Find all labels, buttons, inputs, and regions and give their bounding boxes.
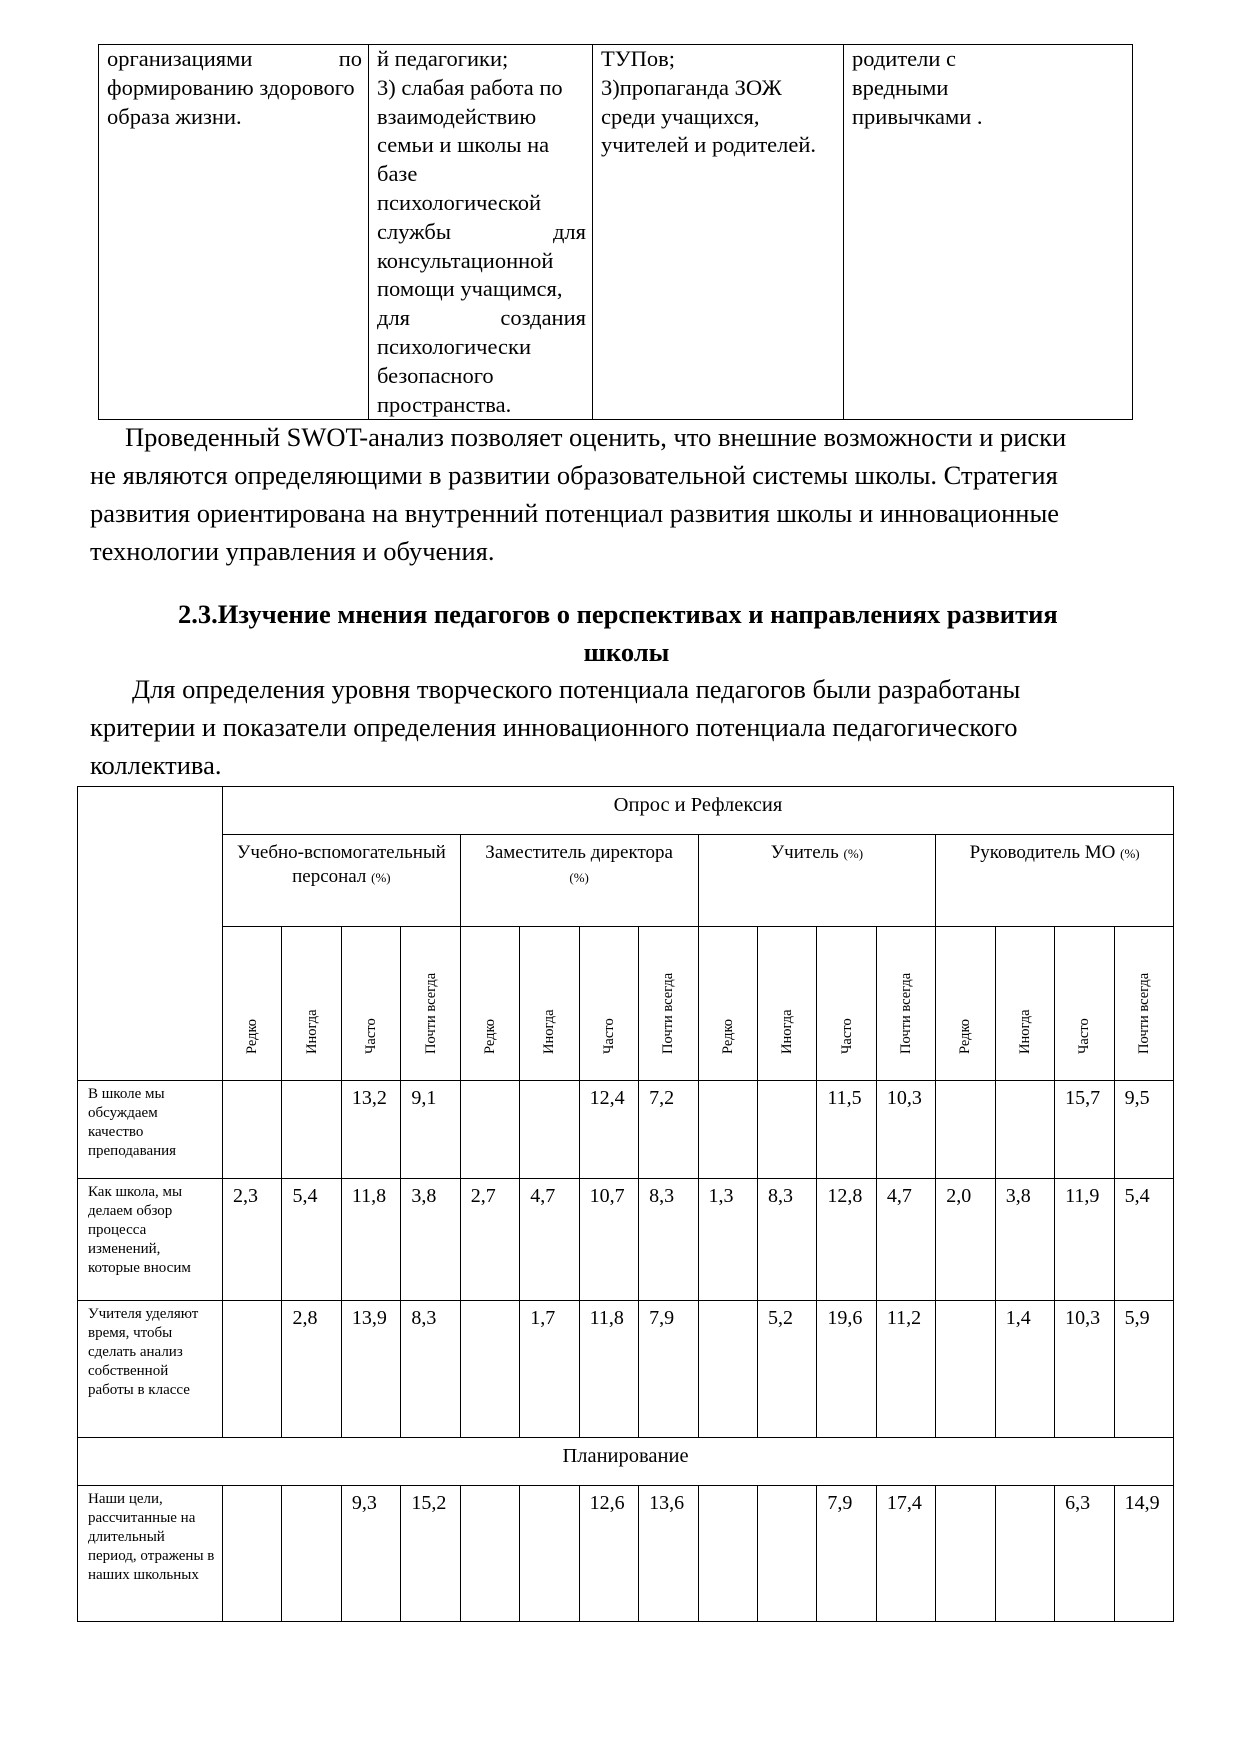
value-cell [757,1486,816,1622]
group-name: Учитель [770,842,839,863]
frequency-label: Почти всегда [422,972,439,1054]
survey-rows [78,1081,1174,1438]
group-header-deputy-director [460,835,698,927]
value-cell: 5,2 [757,1301,816,1438]
swot-text: консультационной [377,247,554,273]
swot-text: психологически [377,333,531,359]
paragraph-line [90,670,1163,708]
frequency-header [1055,927,1114,1081]
frequency-label: Иногда [779,1009,796,1054]
value-cell: 7,2 [639,1081,698,1179]
row-label: В школе мы обсуждаем качество преподавания [78,1081,223,1179]
value-cell: 2,7 [460,1179,519,1301]
swot-text: 3)пропаганда ЗОЖ [601,74,782,100]
swot-text: безопасного [377,362,494,388]
frequency-label: Иногда [1016,1009,1033,1054]
heading-line-2: школы [583,637,670,667]
value-cell [698,1486,757,1622]
survey-table [77,786,1174,1622]
value-cell: 13,9 [341,1301,400,1438]
swot-cell-4 [844,45,1133,420]
paragraph-text: развития ориентирована на внутренний потенциал развития школы и инновационные [90,498,1060,528]
swot-conclusion-paragraph [90,418,1163,570]
value-cell: 12,6 [579,1486,638,1622]
frequency-header [698,927,757,1081]
swot-text: психологической [377,189,542,215]
value-cell: 3,8 [995,1179,1054,1301]
frequency-header [460,927,519,1081]
frequency-label: Почти всегда [898,972,915,1054]
value-cell [936,1081,995,1179]
frequency-label: Иногда [541,1009,558,1054]
frequency-header [223,927,282,1081]
value-cell: 19,6 [817,1301,876,1438]
swot-text: среди учащихся, [601,103,760,129]
swot-cell-1 [99,45,369,420]
swot-text: службы [377,218,451,244]
swot-text: й педагогики; [377,46,509,71]
group-unit: (%) [843,846,864,861]
frequency-header [936,927,995,1081]
swot-table [98,44,1133,420]
value-cell: 3,8 [401,1179,460,1301]
value-cell: 11,9 [1055,1179,1114,1301]
value-cell: 8,3 [757,1179,816,1301]
value-cell [936,1486,995,1622]
value-cell [995,1486,1054,1622]
value-cell: 8,3 [401,1301,460,1438]
row-label: Как школа, мы делаем обзор процесса изменений, которые вносим [78,1179,223,1301]
paragraph-line [90,494,1163,532]
frequency-header [817,927,876,1081]
corner-cell [78,787,223,1081]
value-cell: 10,3 [876,1081,935,1179]
paragraph-text: не являются определяющими в развитии образовательной системы школы. Стратегия [90,460,1058,490]
paragraph-line [90,708,1163,746]
value-cell: 10,7 [579,1179,638,1301]
value-cell: 5,9 [1114,1301,1173,1438]
section-title-planning: Планирование [78,1438,1174,1486]
survey-header-row [78,787,1174,835]
frequency-header [995,927,1054,1081]
value-cell: 11,2 [876,1301,935,1438]
frequency-label: Часто [1076,1018,1093,1054]
value-cell: 2,0 [936,1179,995,1301]
planning-rows [78,1486,1174,1622]
value-cell: 13,6 [639,1486,698,1622]
frequency-header [757,927,816,1081]
group-header-support-staff [223,835,461,927]
table-row [78,1486,1174,1622]
frequency-label: Редко [719,1018,736,1054]
frequency-header [520,927,579,1081]
value-cell: 4,7 [876,1179,935,1301]
frequency-header [282,927,341,1081]
swot-text: вредными [852,74,949,100]
frequency-label: Почти всегда [1135,972,1152,1054]
swot-text: организациями [107,46,253,71]
intro-paragraph [90,670,1163,784]
paragraph-text: Проведенный SWOT-анализ позволяет оценить, что внешние возможности и риски [125,422,1067,452]
value-cell [460,1301,519,1438]
value-cell: 6,3 [1055,1486,1114,1622]
group-header-row [78,835,1174,927]
frequency-header [401,927,460,1081]
group-name: Заместитель директора [485,842,673,863]
swot-text: для [552,218,586,244]
value-cell [223,1301,282,1438]
swot-text: семьи и школы на [377,132,550,158]
paragraph-text: Для определения уровня творческого потенциала педагогов были разработаны [132,674,1021,704]
value-cell: 4,7 [520,1179,579,1301]
swot-row [99,45,1133,420]
value-cell [757,1081,816,1179]
swot-text: образа жизни. [107,103,242,129]
value-cell [282,1081,341,1179]
value-cell [520,1081,579,1179]
swot-text: для [377,305,411,331]
value-cell: 9,5 [1114,1081,1173,1179]
value-cell: 8,3 [639,1179,698,1301]
value-cell: 2,8 [282,1301,341,1438]
group-header-mo-head [936,835,1174,927]
value-cell: 1,3 [698,1179,757,1301]
value-cell: 10,3 [1055,1301,1114,1438]
value-cell: 11,8 [579,1301,638,1438]
paragraph-line [90,532,1163,570]
swot-text: привычками . [852,103,983,129]
paragraph-text: технологии управления и обучения. [90,536,495,566]
value-cell: 7,9 [639,1301,698,1438]
heading-line-1: 2.3.Изучение мнения педагогов о перспективах и направлениях развития [178,599,1058,629]
frequency-label: Редко [957,1018,974,1054]
value-cell: 7,9 [817,1486,876,1622]
value-cell: 15,7 [1055,1081,1114,1179]
value-cell: 11,5 [817,1081,876,1179]
value-cell [460,1486,519,1622]
group-unit: (%) [1120,846,1140,861]
value-cell [995,1081,1054,1179]
frequency-header-row [78,927,1174,1081]
paragraph-line [90,456,1163,494]
row-label: Учителя уделяют время, чтобы сделать анализ собственной работы в классе [78,1301,223,1438]
value-cell [460,1081,519,1179]
value-cell: 1,7 [520,1301,579,1438]
table-row [78,1179,1174,1301]
swot-cell-2 [369,45,593,420]
paragraph-line [90,746,1163,784]
row-label: Наши цели, рассчитанные на длительный период, отражены в наших школьных [78,1486,223,1622]
frequency-header [876,927,935,1081]
value-cell: 11,8 [341,1179,400,1301]
swot-text: учителей и родителей. [601,132,817,158]
paragraph-text: критерии и показатели определения инновационного потенциала педагогического [90,712,1018,742]
value-cell: 12,4 [579,1081,638,1179]
value-cell: 15,2 [401,1486,460,1622]
frequency-header [1114,927,1173,1081]
value-cell [698,1301,757,1438]
frequency-label: Почти всегда [660,972,677,1054]
value-cell: 9,3 [341,1486,400,1622]
planning-header-row [78,1438,1174,1486]
value-cell: 12,8 [817,1179,876,1301]
value-cell [223,1081,282,1179]
swot-cell-3 [593,45,844,420]
swot-text: создания [500,305,586,331]
frequency-label: Часто [838,1018,855,1054]
frequency-header [341,927,400,1081]
value-cell [698,1081,757,1179]
frequency-header [579,927,638,1081]
swot-text: базе [377,161,418,187]
value-cell: 5,4 [1114,1179,1173,1301]
group-name: Руководитель МО [969,842,1116,863]
frequency-label: Часто [600,1018,617,1054]
value-cell [936,1301,995,1438]
table-row [78,1301,1174,1438]
swot-text: по [338,46,362,71]
group-name: Учебно-вспомогательный персонал [236,842,446,887]
swot-text: ТУПов; [601,46,676,71]
swot-text: пространства. [377,391,512,417]
value-cell [282,1486,341,1622]
value-cell [223,1486,282,1622]
swot-text: взаимодействию [377,103,537,129]
section-title-survey: Опрос и Рефлексия [223,787,1174,835]
value-cell [520,1486,579,1622]
group-header-teacher [698,835,936,927]
frequency-label: Часто [363,1018,380,1054]
value-cell: 13,2 [341,1081,400,1179]
value-cell: 14,9 [1114,1486,1173,1622]
swot-text: помощи учащимся, [377,276,563,302]
frequency-label: Редко [244,1018,261,1054]
value-cell: 1,4 [995,1301,1054,1438]
group-unit: (%) [569,870,589,885]
paragraph-line [90,418,1163,456]
paragraph-text: коллектива. [90,750,222,780]
value-cell: 9,1 [401,1081,460,1179]
swot-text: 3) слабая работа по [377,74,563,100]
value-cell: 17,4 [876,1486,935,1622]
group-unit: (%) [371,870,391,885]
frequency-label: Иногда [303,1009,320,1054]
frequency-header [639,927,698,1081]
swot-text: родители с [852,46,957,71]
table-row [78,1081,1174,1179]
value-cell: 2,3 [223,1179,282,1301]
swot-text: формированию здорового [107,74,355,100]
frequency-label: Редко [481,1018,498,1054]
value-cell: 5,4 [282,1179,341,1301]
